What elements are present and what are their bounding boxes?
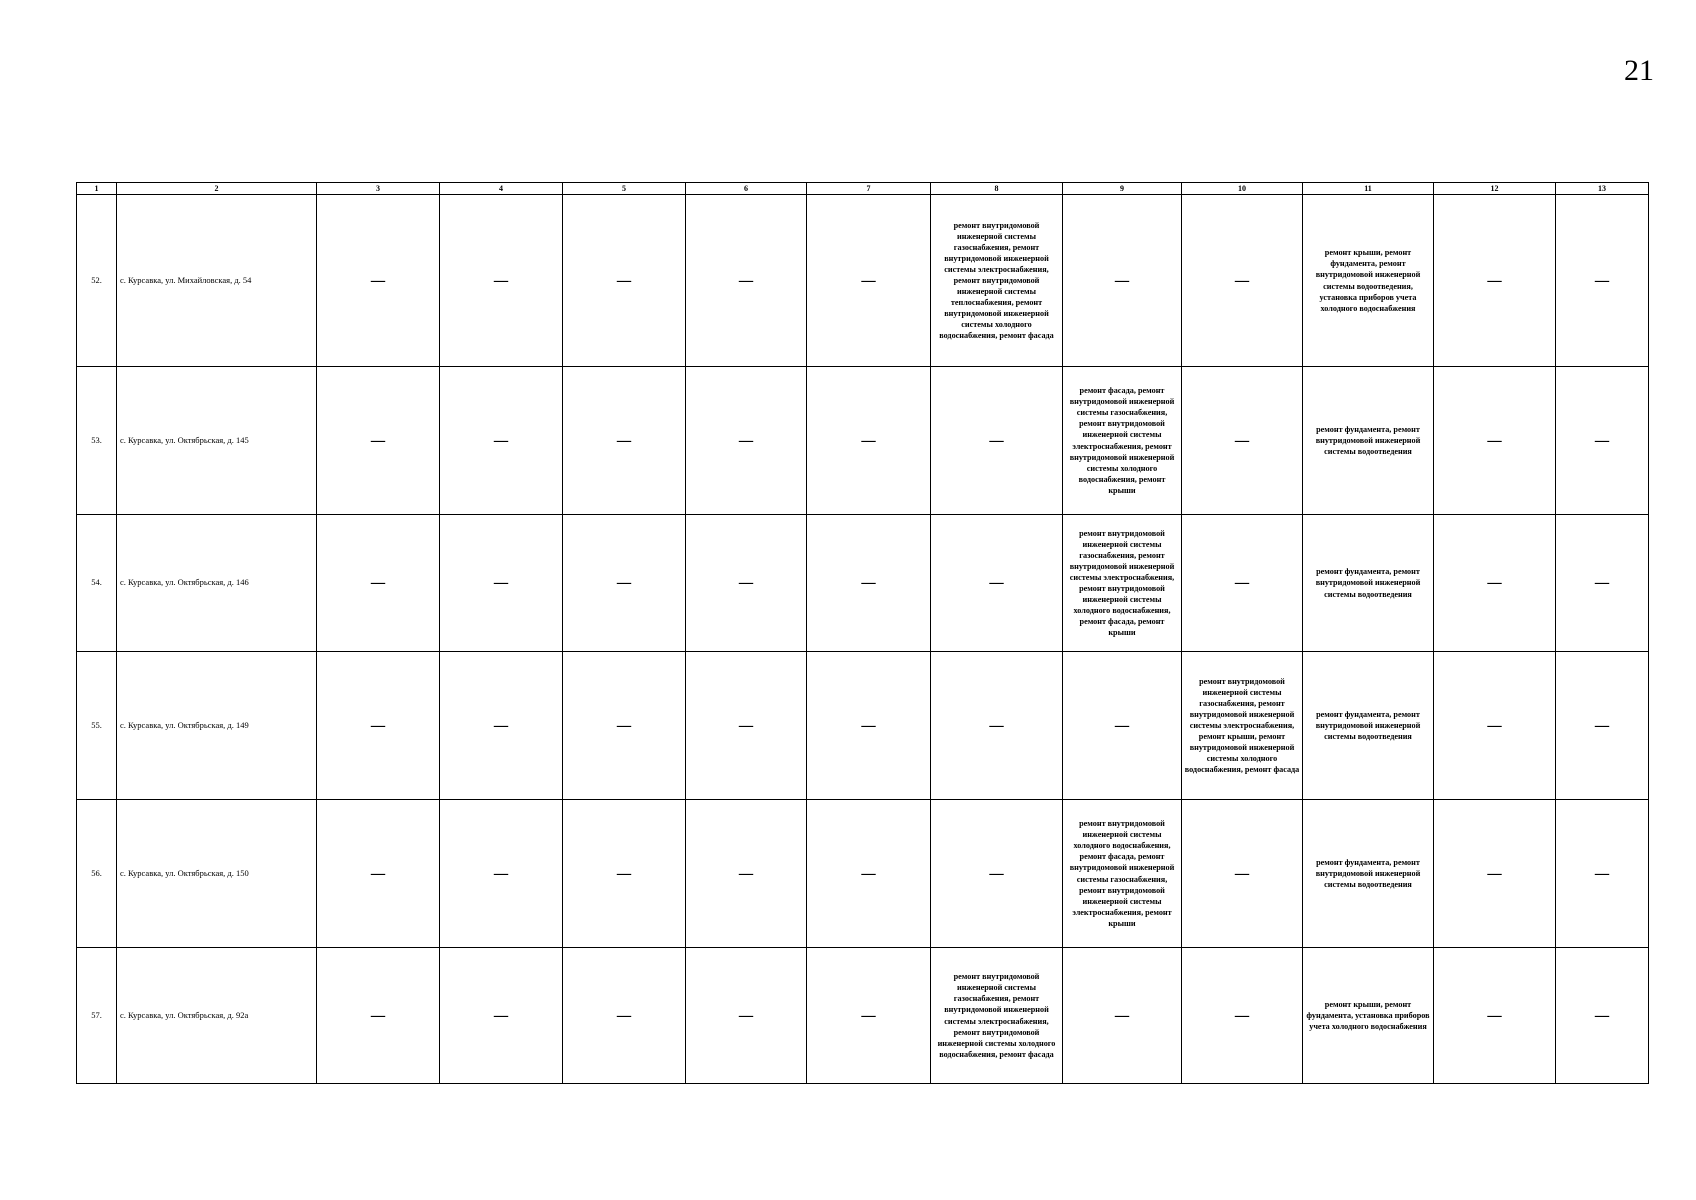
cell-col7: — bbox=[807, 652, 931, 800]
cell-col4: — bbox=[440, 367, 563, 515]
cell-col9: ремонт внутридомовой инженерной системы газоснабжения, ремонт внутридомовой инженерной системы электроснабжения, ремонт внутридомовой инженерной системы холодного водоснабжения, ремонт фасада, ремонт крыши bbox=[1063, 515, 1182, 652]
cell-col12: — bbox=[1434, 800, 1556, 948]
cell-col3: — bbox=[317, 800, 440, 948]
row-address: с. Курсавка, ул. Октябрьская, д. 149 bbox=[117, 652, 317, 800]
table-row bbox=[77, 800, 1649, 948]
column-number-row bbox=[77, 183, 1649, 195]
cell-col4: — bbox=[440, 515, 563, 652]
cell-col6: — bbox=[686, 652, 807, 800]
column-number: 12 bbox=[1434, 183, 1556, 195]
cell-col11: ремонт фундамента, ремонт внутридомовой инженерной системы водоотведения bbox=[1303, 800, 1434, 948]
cell-col8: ремонт внутридомовой инженерной системы газоснабжения, ремонт внутридомовой инженерной системы электроснабжения, ремонт внутридомовой инженерной системы теплоснабжения, ремонт внутридомовой инженерной системы холодного водоснабжения, ремонт фасада bbox=[931, 195, 1063, 367]
cell-col13: — bbox=[1556, 515, 1649, 652]
cell-col13: — bbox=[1556, 948, 1649, 1084]
cell-col7: — bbox=[807, 195, 931, 367]
cell-col4: — bbox=[440, 195, 563, 367]
row-address: с. Курсавка, ул. Октябрьская, д. 146 bbox=[117, 515, 317, 652]
cell-col11: ремонт крыши, ремонт фундамента, ремонт внутридомовой инженерной системы водоотведения, установка приборов учета холодного водоснабжения bbox=[1303, 195, 1434, 367]
row-number: 54. bbox=[77, 515, 117, 652]
cell-col12: — bbox=[1434, 195, 1556, 367]
cell-col5: — bbox=[563, 367, 686, 515]
repair-schedule-table bbox=[76, 182, 1649, 1084]
row-number: 52. bbox=[77, 195, 117, 367]
row-number: 55. bbox=[77, 652, 117, 800]
column-number: 6 bbox=[686, 183, 807, 195]
row-address: с. Курсавка, ул. Октябрьская, д. 150 bbox=[117, 800, 317, 948]
cell-col13: — bbox=[1556, 367, 1649, 515]
cell-col11: ремонт крыши, ремонт фундамента, установка приборов учета холодного водоснабжения bbox=[1303, 948, 1434, 1084]
column-number: 3 bbox=[317, 183, 440, 195]
cell-col5: — bbox=[563, 948, 686, 1084]
cell-col8: — bbox=[931, 652, 1063, 800]
cell-col10: — bbox=[1182, 948, 1303, 1084]
cell-col9: ремонт внутридомовой инженерной системы холодного водоснабжения, ремонт фасада, ремонт внутридомовой инженерной системы газоснабжения, ремонт внутридомовой инженерной системы электроснабжения, ремонт крыши bbox=[1063, 800, 1182, 948]
cell-col6: — bbox=[686, 195, 807, 367]
cell-col12: — bbox=[1434, 367, 1556, 515]
row-number: 57. bbox=[77, 948, 117, 1084]
page-number: 21 bbox=[1624, 54, 1654, 87]
cell-col7: — bbox=[807, 948, 931, 1084]
cell-col6: — bbox=[686, 515, 807, 652]
cell-col9: ремонт фасада, ремонт внутридомовой инженерной системы газоснабжения, ремонт внутридомовой инженерной системы электроснабжения, ремонт внутридомовой инженерной системы холодного водоснабжения, ремонт крыши bbox=[1063, 367, 1182, 515]
cell-col4: — bbox=[440, 948, 563, 1084]
cell-col3: — bbox=[317, 195, 440, 367]
cell-col6: — bbox=[686, 800, 807, 948]
cell-col11: ремонт фундамента, ремонт внутридомовой инженерной системы водоотведения bbox=[1303, 515, 1434, 652]
row-address: с. Курсавка, ул. Октябрьская, д. 92а bbox=[117, 948, 317, 1084]
column-number: 10 bbox=[1182, 183, 1303, 195]
cell-col8: — bbox=[931, 515, 1063, 652]
cell-col8: ремонт внутридомовой инженерной системы газоснабжения, ремонт внутридомовой инженерной системы электроснабжения, ремонт внутридомовой инженерной системы холодного водоснабжения, ремонт фасада bbox=[931, 948, 1063, 1084]
row-number: 56. bbox=[77, 800, 117, 948]
table-row bbox=[77, 367, 1649, 515]
cell-col12: — bbox=[1434, 948, 1556, 1084]
row-address: с. Курсавка, ул. Михайловская, д. 54 bbox=[117, 195, 317, 367]
cell-col7: — bbox=[807, 515, 931, 652]
cell-col5: — bbox=[563, 652, 686, 800]
cell-col5: — bbox=[563, 800, 686, 948]
row-number: 53. bbox=[77, 367, 117, 515]
cell-col10: — bbox=[1182, 367, 1303, 515]
cell-col3: — bbox=[317, 367, 440, 515]
cell-col4: — bbox=[440, 652, 563, 800]
table-row bbox=[77, 948, 1649, 1084]
column-number: 7 bbox=[807, 183, 931, 195]
cell-col7: — bbox=[807, 367, 931, 515]
cell-col10: — bbox=[1182, 515, 1303, 652]
cell-col12: — bbox=[1434, 515, 1556, 652]
cell-col12: — bbox=[1434, 652, 1556, 800]
cell-col13: — bbox=[1556, 800, 1649, 948]
cell-col13: — bbox=[1556, 652, 1649, 800]
cell-col3: — bbox=[317, 652, 440, 800]
column-number: 9 bbox=[1063, 183, 1182, 195]
cell-col5: — bbox=[563, 195, 686, 367]
table-row bbox=[77, 515, 1649, 652]
column-number: 8 bbox=[931, 183, 1063, 195]
cell-col7: — bbox=[807, 800, 931, 948]
cell-col10: — bbox=[1182, 195, 1303, 367]
cell-col11: ремонт фундамента, ремонт внутридомовой инженерной системы водоотведения bbox=[1303, 367, 1434, 515]
column-number: 1 bbox=[77, 183, 117, 195]
cell-col6: — bbox=[686, 367, 807, 515]
cell-col9: — bbox=[1063, 195, 1182, 367]
cell-col8: — bbox=[931, 367, 1063, 515]
column-number: 2 bbox=[117, 183, 317, 195]
cell-col3: — bbox=[317, 515, 440, 652]
row-address: с. Курсавка, ул. Октябрьская, д. 145 bbox=[117, 367, 317, 515]
cell-col3: — bbox=[317, 948, 440, 1084]
cell-col4: — bbox=[440, 800, 563, 948]
cell-col5: — bbox=[563, 515, 686, 652]
table-row bbox=[77, 195, 1649, 367]
table-row bbox=[77, 652, 1649, 800]
cell-col9: — bbox=[1063, 948, 1182, 1084]
cell-col6: — bbox=[686, 948, 807, 1084]
cell-col8: — bbox=[931, 800, 1063, 948]
column-number: 13 bbox=[1556, 183, 1649, 195]
column-number: 11 bbox=[1303, 183, 1434, 195]
cell-col9: — bbox=[1063, 652, 1182, 800]
cell-col11: ремонт фундамента, ремонт внутридомовой инженерной системы водоотведения bbox=[1303, 652, 1434, 800]
column-number: 5 bbox=[563, 183, 686, 195]
cell-col13: — bbox=[1556, 195, 1649, 367]
cell-col10: — bbox=[1182, 800, 1303, 948]
column-number: 4 bbox=[440, 183, 563, 195]
cell-col10: ремонт внутридомовой инженерной системы газоснабжения, ремонт внутридомовой инженерной системы электроснабжения, ремонт крыши, ремонт внутридомовой инженерной системы холодного водоснабжения, ремонт фасада bbox=[1182, 652, 1303, 800]
